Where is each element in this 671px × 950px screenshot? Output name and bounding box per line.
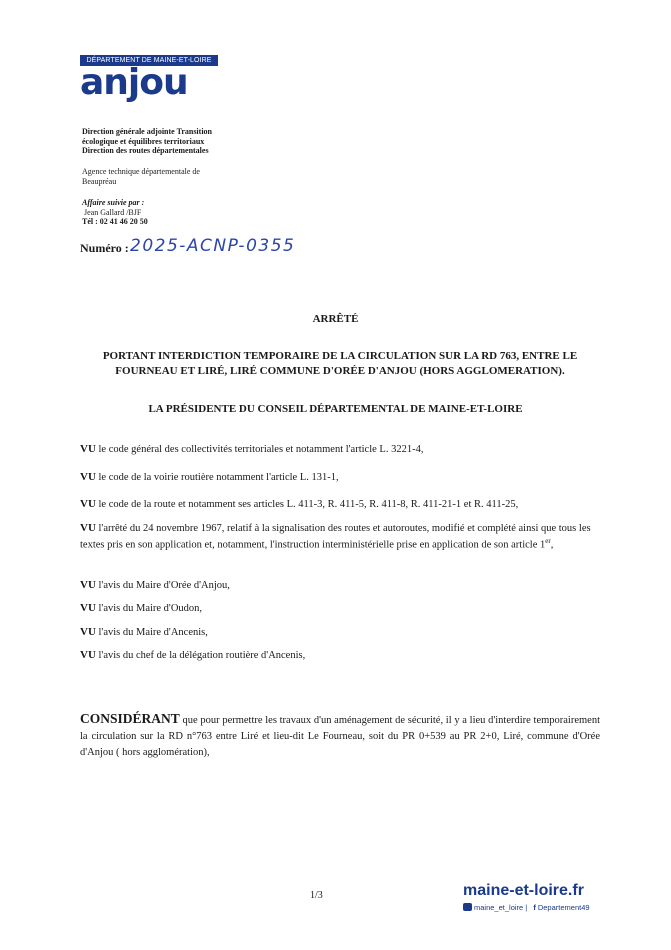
vu-text: l'avis du Maire d'Ancenis,: [98, 627, 208, 638]
department-logo: [80, 55, 220, 105]
vu-text: l'arrêté du 24 novembre 1967, relatif à la signalisation des routes et autoroutes, modifié et complété ainsi que tous les textes pris en son application et, notamment, l'instruction interministérielle prise en application de son article 1: [80, 523, 591, 551]
page-number: 1/3: [310, 890, 323, 901]
vu-clause: [80, 626, 600, 639]
separator: |: [525, 903, 528, 912]
vu-clause: [80, 649, 600, 662]
facebook-icon: f: [533, 903, 536, 912]
vu-word: VU: [80, 649, 96, 661]
facebook-handle[interactable]: Departement49: [537, 903, 590, 912]
direction-line: Direction des routes départementales: [82, 146, 209, 155]
vu-word: VU: [80, 498, 96, 510]
vu-text: l'avis du chef de la délégation routière d'Ancenis,: [98, 650, 306, 661]
considerant-paragraph: [80, 711, 600, 761]
document-title: ARRÊTÉ: [312, 313, 359, 325]
vu-word: VU: [80, 626, 96, 638]
vu-clause: [80, 579, 600, 592]
vu-word: VU: [80, 443, 96, 455]
affaire-name: Jean Gallard /BJF: [84, 207, 142, 217]
direction-line: écologique et équilibres territoriaux: [82, 136, 205, 146]
logo-banner: DÉPARTEMENT DE MAINE-ET-LOIRE: [80, 55, 218, 66]
numero-label: Numéro :: [80, 241, 129, 255]
affaire-block: [82, 198, 242, 227]
vu-clause: [80, 602, 600, 615]
direction-line: Direction générale adjointe Transition: [82, 127, 212, 136]
twitter-icon: [463, 903, 472, 911]
vu-clause: [80, 443, 600, 456]
twitter-handle[interactable]: maine_et_loire: [474, 903, 524, 912]
affaire-label: Affaire suivie par :: [82, 198, 145, 207]
vu-text: l'avis du Maire d'Orée d'Anjou,: [98, 580, 230, 591]
social-links: [463, 903, 590, 912]
telephone: Tél : 02 41 46 20 50: [82, 217, 148, 226]
agence-line: Beaupréau: [82, 176, 117, 186]
vu-word: VU: [80, 602, 96, 614]
portant-heading: [80, 349, 600, 379]
logo-wordmark: anjou: [80, 62, 188, 103]
vu-text: le code général des collectivités territoriales et notamment l'article L. 3221-4,: [98, 444, 424, 455]
vu-text: le code de la route et notamment ses articles L. 411-3, R. 411-5, R. 411-8, R. 411-21-1 et R. 411-25,: [98, 499, 519, 510]
agence-line: Agence technique départementale de: [82, 167, 200, 176]
vu-clause: [80, 522, 600, 552]
agence-block: [82, 167, 242, 186]
vu-clause: [80, 471, 600, 484]
vu-word: VU: [80, 471, 96, 483]
considerant-text: que pour permettre les travaux d'un aménagement de sécurité, il y a lieu d'interdire temporairement la circulation sur la RD n°763 entre Liré et lieu-dit Le Fourneau, soit du PR 0+539 au PR 2+0, Liré, commune d'Orée d'Anjou ( hors agglomération),: [80, 715, 600, 758]
vu-text: l'avis du Maire d'Oudon,: [98, 603, 203, 614]
vu-word: VU: [80, 522, 96, 534]
vu-superscript: er: [545, 537, 551, 545]
direction-block: [82, 127, 242, 156]
vu-text-end: ,: [550, 539, 554, 551]
vu-clause: [80, 498, 600, 511]
numero-value: 2025-ACNP-0355: [130, 236, 296, 256]
presidente-heading: LA PRÉSIDENTE DU CONSEIL DÉPARTEMENTAL DE MAINE-ET-LOIRE: [148, 403, 523, 415]
vu-text: le code de la voirie routière notamment l'article L. 131-1,: [98, 472, 339, 483]
vu-word: VU: [80, 579, 96, 591]
portant-line: FOURNEAU ET LIRÉ, LIRÉ COMMUNE D'ORÉE D'ANJOU (HORS AGGLOMERATION).: [115, 365, 565, 377]
portant-line: PORTANT INTERDICTION TEMPORAIRE DE LA CIRCULATION SUR LA RD 763, ENTRE LE: [102, 350, 578, 362]
considerant-word: CONSIDÉRANT: [80, 711, 180, 726]
website-link[interactable]: maine-et-loire.fr: [463, 882, 584, 899]
